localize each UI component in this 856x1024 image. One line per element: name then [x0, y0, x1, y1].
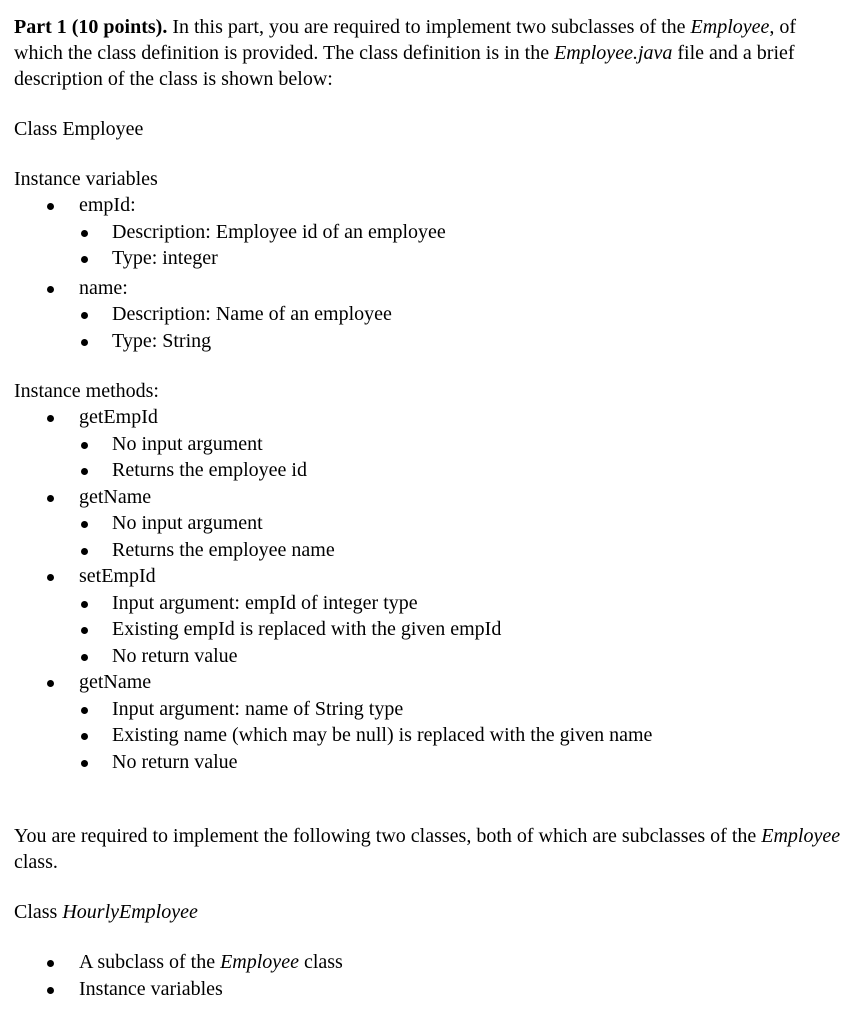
detail-text: Type: String — [112, 329, 212, 352]
hourly-list — [14, 949, 846, 1002]
subclasses-class-name: Employee — [761, 825, 841, 847]
bullet-icon — [81, 627, 88, 634]
list-item — [14, 245, 846, 272]
bullet-icon — [81, 733, 88, 740]
class-heading: Class Employee — [14, 118, 144, 140]
list-item — [14, 643, 846, 670]
list-item — [14, 510, 846, 537]
list-item — [14, 722, 846, 749]
instance-variables-heading: Instance variables — [14, 168, 158, 190]
list-item — [14, 484, 846, 564]
bullet-icon — [47, 960, 54, 967]
intro-text-3: file and a brief description of the class is shown below: — [14, 42, 795, 90]
detail-text: Input argument: name of String type — [112, 697, 404, 720]
sub-list — [79, 301, 846, 354]
list-item — [14, 328, 846, 355]
bullet-icon — [81, 468, 88, 475]
list-item — [14, 616, 846, 643]
detail-text: Input argument: empId of integer type — [112, 591, 418, 614]
list-item — [14, 563, 846, 669]
instance-methods-list — [14, 404, 846, 775]
variable-name: empId: — [79, 194, 136, 216]
bullet-icon — [81, 760, 88, 767]
method-name: getName — [79, 671, 152, 693]
list-item — [14, 749, 846, 776]
sub-list — [79, 590, 846, 670]
intro-text-2: , of which the class definition is provided. The class definition is in the — [14, 16, 797, 64]
method-name: setEmpId — [79, 565, 156, 587]
detail-text: Existing empId is replaced with the given empId — [112, 618, 502, 640]
hourly-item-class: Employee — [220, 951, 299, 973]
detail-text: Existing name (which may be null) is replaced with the given name — [112, 724, 653, 746]
hourly-class-name: HourlyEmployee — [62, 901, 198, 923]
intro-file-name: Employee.java — [554, 42, 673, 64]
sub-list — [79, 510, 846, 563]
bullet-icon — [47, 574, 54, 581]
bullet-icon — [81, 601, 88, 608]
list-item — [14, 431, 846, 458]
detail-text: Type: integer — [112, 247, 218, 269]
bullet-icon — [81, 707, 88, 714]
bullet-icon — [47, 987, 54, 994]
list-item — [14, 192, 846, 272]
bullet-icon — [47, 203, 54, 210]
subclasses-text-2: class. — [14, 851, 58, 873]
detail-text: Returns the employee id — [112, 459, 307, 481]
bullet-icon — [81, 312, 88, 319]
bullet-icon — [81, 256, 88, 263]
document-page — [14, 14, 846, 1002]
part-title: Part 1 (10 points). — [14, 16, 168, 38]
sub-list — [79, 219, 846, 272]
variable-name: name: — [79, 276, 128, 299]
subclasses-paragraph — [14, 823, 846, 875]
hourly-item-text: A subclass of the — [79, 951, 221, 973]
sub-list — [79, 431, 846, 484]
intro-paragraph — [14, 14, 846, 92]
bullet-icon — [81, 230, 88, 237]
bullet-icon — [81, 521, 88, 528]
list-item — [14, 404, 846, 484]
detail-text: No return value — [112, 750, 238, 773]
intro-text-1: In this part, you are required to implement two subclasses of the — [167, 16, 691, 38]
hourly-item-text: class — [298, 951, 343, 973]
bullet-icon — [81, 339, 88, 346]
bullet-icon — [81, 442, 88, 449]
hourly-prefix: Class — [14, 901, 63, 923]
list-item — [14, 457, 846, 484]
instance-variables-list — [14, 192, 846, 354]
detail-text: Returns the employee name — [112, 538, 335, 561]
list-item — [14, 669, 846, 775]
detail-text: Description: Name of an employee — [112, 303, 392, 325]
hourly-item-text: Instance variables — [79, 977, 223, 1000]
list-item — [14, 696, 846, 723]
bullet-icon — [47, 680, 54, 687]
method-name: getName — [79, 485, 152, 508]
instance-methods-heading: Instance methods: — [14, 380, 159, 402]
list-item — [14, 219, 846, 246]
bullet-icon — [47, 415, 54, 422]
sub-list — [79, 696, 846, 776]
subclasses-text-1: You are required to implement the following two classes, both of which are subclasses of the — [14, 825, 762, 847]
list-item — [14, 301, 846, 328]
bullet-icon — [81, 548, 88, 555]
detail-text: No input argument — [112, 512, 263, 534]
detail-text: Description: Employee id of an employee — [112, 220, 446, 243]
list-item — [14, 275, 846, 355]
detail-text: No return value — [112, 644, 238, 667]
detail-text: No input argument — [112, 432, 263, 455]
hourly-heading — [14, 899, 846, 925]
list-item — [14, 590, 846, 617]
bullet-icon — [47, 495, 54, 502]
bullet-icon — [81, 654, 88, 661]
bullet-icon — [47, 286, 54, 293]
intro-class-name: Employee — [690, 16, 770, 38]
list-item — [14, 976, 846, 1003]
list-item — [14, 949, 846, 976]
method-name: getEmpId — [79, 406, 158, 428]
list-item — [14, 537, 846, 564]
